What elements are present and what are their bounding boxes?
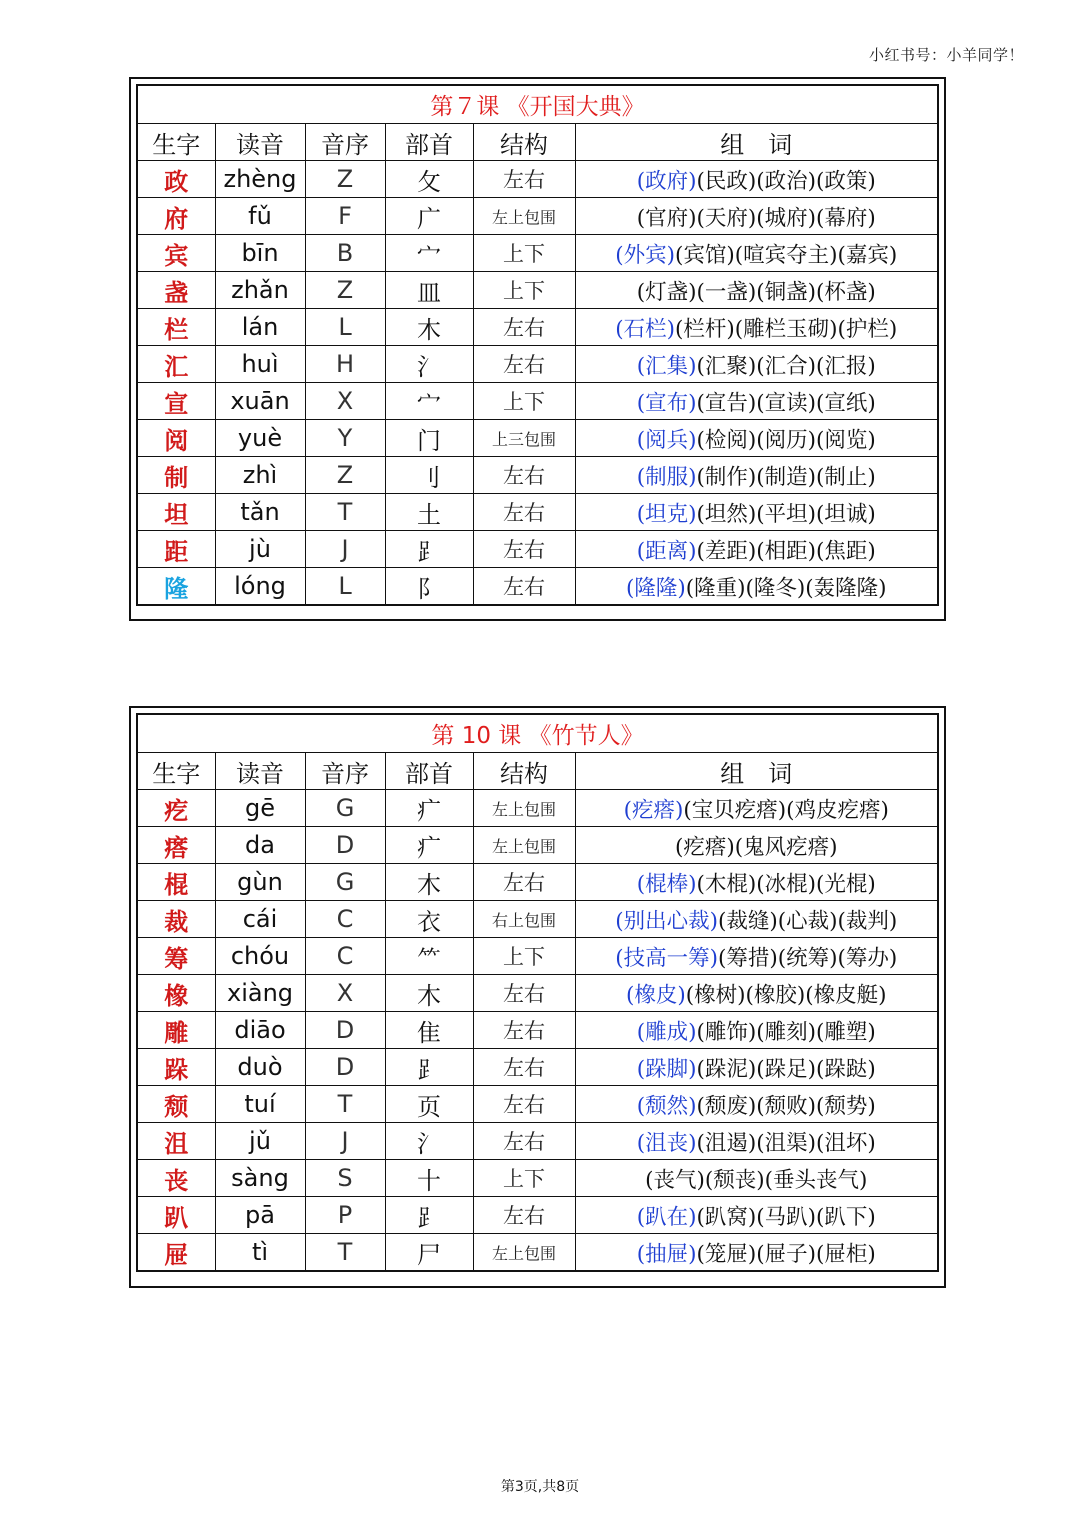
column-header-row xyxy=(137,124,938,161)
column-header: 部首 xyxy=(385,124,473,161)
vocab-row xyxy=(137,346,938,383)
other-words: (坦然)(平坦)(坦诚) xyxy=(696,501,876,527)
radical-cell: 衣 xyxy=(385,901,473,938)
word-group-cell xyxy=(575,1049,938,1086)
structure-cell: 左右 xyxy=(473,1049,575,1086)
pinyin-cell: tǎn xyxy=(215,494,305,531)
vocab-row xyxy=(137,1197,938,1234)
character-cell: 阅 xyxy=(137,420,215,457)
vocab-row xyxy=(137,309,938,346)
other-words: (雕饰)(雕刻)(雕塑) xyxy=(696,1019,876,1045)
radical-cell: 氵 xyxy=(385,1123,473,1160)
other-words: (官府)(天府)(城府)(幕府) xyxy=(636,205,876,231)
pinyin-cell: lóng xyxy=(215,568,305,606)
other-words: (丧气)(颓丧)(垂头丧气) xyxy=(645,1167,868,1193)
structure-cell: 左上包围 xyxy=(473,198,575,235)
other-words: (橡树)(橡胶)(橡皮艇) xyxy=(685,982,887,1008)
column-header: 生字 xyxy=(137,753,215,790)
character-cell: 沮 xyxy=(137,1123,215,1160)
character-cell: 裁 xyxy=(137,901,215,938)
structure-cell: 上下 xyxy=(473,938,575,975)
character-cell: 制 xyxy=(137,457,215,494)
highlight-word: (雕成) xyxy=(636,1019,697,1045)
highlight-word: (外宾) xyxy=(615,242,675,268)
vocab-row xyxy=(137,938,938,975)
structure-cell: 左右 xyxy=(473,161,575,198)
column-header: 部首 xyxy=(385,753,473,790)
character-cell: 橡 xyxy=(137,975,215,1012)
radical-cell: 疒 xyxy=(385,827,473,864)
word-group-cell xyxy=(575,1123,938,1160)
page-number: 第3页,共8页 xyxy=(500,1479,580,1495)
order-cell: H xyxy=(305,346,385,383)
column-header: 音序 xyxy=(305,124,385,161)
lesson-10-table xyxy=(129,706,946,1288)
lesson-title: 第 10 课 《竹节人》 xyxy=(137,714,938,753)
pinyin-cell: fǔ xyxy=(215,198,305,235)
word-group-cell xyxy=(575,457,938,494)
column-header: 结构 xyxy=(473,124,575,161)
order-cell: F xyxy=(305,198,385,235)
pinyin-cell: jù xyxy=(215,531,305,568)
word-group-cell xyxy=(575,494,938,531)
highlight-word: (技高一筹) xyxy=(615,945,718,971)
character-cell: 隆 xyxy=(137,568,215,606)
character-cell: 政 xyxy=(137,161,215,198)
radical-cell: 木 xyxy=(385,864,473,901)
radical-cell: 尸 xyxy=(385,1234,473,1272)
order-cell: X xyxy=(305,975,385,1012)
character-cell: 丧 xyxy=(137,1160,215,1197)
column-header: 读音 xyxy=(215,753,305,790)
radical-cell: ⺮ xyxy=(385,938,473,975)
character-cell: 跺 xyxy=(137,1049,215,1086)
other-words: (疙瘩)(鬼风疙瘩) xyxy=(674,834,838,860)
pinyin-cell: cái xyxy=(215,901,305,938)
word-group-cell xyxy=(575,235,938,272)
pinyin-cell: duò xyxy=(215,1049,305,1086)
order-cell: X xyxy=(305,383,385,420)
structure-cell: 上下 xyxy=(473,272,575,309)
pinyin-cell: yuè xyxy=(215,420,305,457)
structure-cell: 上三包围 xyxy=(473,420,575,457)
radical-cell: 氵 xyxy=(385,346,473,383)
other-words: (宝贝疙瘩)(鸡皮疙瘩) xyxy=(683,797,889,823)
character-cell: 棍 xyxy=(137,864,215,901)
order-cell: S xyxy=(305,1160,385,1197)
pinyin-cell: pā xyxy=(215,1197,305,1234)
other-words: (差距)(相距)(焦距) xyxy=(696,538,876,564)
other-words: (颓废)(颓败)(颓势) xyxy=(696,1093,876,1119)
character-cell: 疙 xyxy=(137,790,215,827)
radical-cell: 木 xyxy=(385,975,473,1012)
column-header: 结构 xyxy=(473,753,575,790)
radical-cell: 阝 xyxy=(385,568,473,606)
character-cell: 府 xyxy=(137,198,215,235)
vocab-row xyxy=(137,1123,938,1160)
pinyin-cell: chóu xyxy=(215,938,305,975)
vocab-row xyxy=(137,864,938,901)
pinyin-cell: bīn xyxy=(215,235,305,272)
order-cell: C xyxy=(305,901,385,938)
pinyin-cell: zhèng xyxy=(215,161,305,198)
word-group-cell xyxy=(575,975,938,1012)
radical-cell: 皿 xyxy=(385,272,473,309)
highlight-word: (别出心裁) xyxy=(615,908,718,934)
word-group-cell xyxy=(575,901,938,938)
column-header: 组 词 xyxy=(575,124,938,161)
word-group-cell xyxy=(575,161,938,198)
structure-cell: 左右 xyxy=(473,1012,575,1049)
pinyin-cell: xiàng xyxy=(215,975,305,1012)
pinyin-cell: gē xyxy=(215,790,305,827)
structure-cell: 左右 xyxy=(473,568,575,606)
word-group-cell xyxy=(575,1086,938,1123)
structure-cell: 右上包围 xyxy=(473,901,575,938)
character-cell: 汇 xyxy=(137,346,215,383)
vocab-row xyxy=(137,383,938,420)
radical-cell: 木 xyxy=(385,309,473,346)
column-header: 音序 xyxy=(305,753,385,790)
other-words: (汇聚)(汇合)(汇报) xyxy=(696,353,876,379)
word-group-cell xyxy=(575,827,938,864)
vocab-row xyxy=(137,1086,938,1123)
order-cell: G xyxy=(305,790,385,827)
word-group-cell xyxy=(575,1012,938,1049)
structure-cell: 左右 xyxy=(473,531,575,568)
word-group-cell xyxy=(575,346,938,383)
other-words: (跺泥)(跺足)(跺跶) xyxy=(696,1056,876,1082)
highlight-word: (棍棒) xyxy=(636,871,697,897)
column-header: 生字 xyxy=(137,124,215,161)
radical-cell: 十 xyxy=(385,1160,473,1197)
structure-cell: 左右 xyxy=(473,1123,575,1160)
order-cell: C xyxy=(305,938,385,975)
vocab-row xyxy=(137,1049,938,1086)
highlight-word: (颓然) xyxy=(636,1093,697,1119)
word-group-cell xyxy=(575,1234,938,1272)
order-cell: J xyxy=(305,531,385,568)
vocab-row xyxy=(137,272,938,309)
vocab-row xyxy=(137,235,938,272)
vocab-row xyxy=(137,531,938,568)
structure-cell: 左上包围 xyxy=(473,790,575,827)
vocab-row xyxy=(137,901,938,938)
highlight-word: (趴在) xyxy=(636,1204,697,1230)
vocab-row xyxy=(137,1160,938,1197)
character-cell: 颓 xyxy=(137,1086,215,1123)
pinyin-cell: da xyxy=(215,827,305,864)
word-group-cell xyxy=(575,568,938,606)
structure-cell: 上下 xyxy=(473,383,575,420)
character-cell: 屉 xyxy=(137,1234,215,1272)
other-words: (笼屉)(屉子)(屉柜) xyxy=(696,1241,876,1267)
character-cell: 趴 xyxy=(137,1197,215,1234)
order-cell: B xyxy=(305,235,385,272)
pinyin-cell: diāo xyxy=(215,1012,305,1049)
character-cell: 宾 xyxy=(137,235,215,272)
highlight-word: (阅兵) xyxy=(636,427,697,453)
radical-cell: 页 xyxy=(385,1086,473,1123)
other-words: (隆重)(隆冬)(轰隆隆) xyxy=(685,575,887,601)
order-cell: Z xyxy=(305,457,385,494)
word-group-cell xyxy=(575,790,938,827)
pinyin-cell: huì xyxy=(215,346,305,383)
vocab-row xyxy=(137,161,938,198)
order-cell: T xyxy=(305,1234,385,1272)
highlight-word: (沮丧) xyxy=(636,1130,697,1156)
radical-cell: 隹 xyxy=(385,1012,473,1049)
structure-cell: 左右 xyxy=(473,494,575,531)
other-words: (宣告)(宣读)(宣纸) xyxy=(696,390,876,416)
other-words: (裁缝)(心裁)(裁判) xyxy=(717,908,898,934)
highlight-word: (汇集) xyxy=(636,353,697,379)
order-cell: G xyxy=(305,864,385,901)
vocab-row xyxy=(137,827,938,864)
radical-cell: 宀 xyxy=(385,383,473,420)
highlight-word: (隆隆) xyxy=(625,575,686,601)
pinyin-cell: jǔ xyxy=(215,1123,305,1160)
other-words: (栏杆)(雕栏玉砌)(护栏) xyxy=(674,316,898,342)
structure-cell: 左上包围 xyxy=(473,827,575,864)
highlight-word: (坦克) xyxy=(636,501,697,527)
watermark-text: 小红书号：小羊同学！ xyxy=(868,46,1024,64)
highlight-word: (跺脚) xyxy=(636,1056,697,1082)
pinyin-cell: lán xyxy=(215,309,305,346)
vocab-row xyxy=(137,420,938,457)
order-cell: D xyxy=(305,1049,385,1086)
pinyin-cell: zhǎn xyxy=(215,272,305,309)
other-words: (沮遏)(沮渠)(沮坏) xyxy=(696,1130,876,1156)
other-words: (趴窝)(马趴)(趴下) xyxy=(696,1204,876,1230)
pinyin-cell: tuí xyxy=(215,1086,305,1123)
character-cell: 雕 xyxy=(137,1012,215,1049)
radical-cell: ⻊ xyxy=(385,1049,473,1086)
lesson-7-table xyxy=(129,77,946,621)
order-cell: J xyxy=(305,1123,385,1160)
highlight-word: (石栏) xyxy=(615,316,675,342)
radical-cell: ⻊ xyxy=(385,1197,473,1234)
order-cell: T xyxy=(305,1086,385,1123)
highlight-word: (政府) xyxy=(636,168,697,194)
word-group-cell xyxy=(575,938,938,975)
column-header: 读音 xyxy=(215,124,305,161)
radical-cell: 门 xyxy=(385,420,473,457)
highlight-word: (制服) xyxy=(636,464,697,490)
character-cell: 距 xyxy=(137,531,215,568)
radical-cell: 广 xyxy=(385,198,473,235)
highlight-word: (宣布) xyxy=(636,390,697,416)
pinyin-cell: zhì xyxy=(215,457,305,494)
order-cell: Z xyxy=(305,161,385,198)
lesson-title: 第７课 《开国大典》 xyxy=(137,85,938,124)
lesson-title-row xyxy=(137,714,938,753)
other-words: (检阅)(阅历)(阅览) xyxy=(696,427,876,453)
order-cell: D xyxy=(305,827,385,864)
radical-cell: ⻊ xyxy=(385,531,473,568)
column-header: 组 词 xyxy=(575,753,938,790)
vocab-row xyxy=(137,1234,938,1272)
structure-cell: 左右 xyxy=(473,1197,575,1234)
highlight-word: (疙瘩) xyxy=(623,797,684,823)
structure-cell: 左右 xyxy=(473,1086,575,1123)
order-cell: D xyxy=(305,1012,385,1049)
structure-cell: 左右 xyxy=(473,975,575,1012)
vocab-row xyxy=(137,975,938,1012)
vocab-row xyxy=(137,457,938,494)
vocab-row xyxy=(137,1012,938,1049)
character-cell: 坦 xyxy=(137,494,215,531)
highlight-word: (距离) xyxy=(636,538,697,564)
word-group-cell xyxy=(575,864,938,901)
structure-cell: 上下 xyxy=(473,1160,575,1197)
other-words: (民政)(政治)(政策) xyxy=(696,168,876,194)
pinyin-cell: tì xyxy=(215,1234,305,1272)
radical-cell: 刂 xyxy=(385,457,473,494)
radical-cell: 疒 xyxy=(385,790,473,827)
word-group-cell xyxy=(575,272,938,309)
order-cell: T xyxy=(305,494,385,531)
word-group-cell xyxy=(575,1160,938,1197)
character-cell: 盏 xyxy=(137,272,215,309)
pinyin-cell: xuān xyxy=(215,383,305,420)
lesson-title-row xyxy=(137,85,938,124)
vocab-row xyxy=(137,568,938,606)
other-words: (筹措)(统筹)(筹办) xyxy=(717,945,898,971)
other-words: (宾馆)(喧宾夺主)(嘉宾) xyxy=(674,242,898,268)
pinyin-cell: gùn xyxy=(215,864,305,901)
pinyin-cell: sàng xyxy=(215,1160,305,1197)
structure-cell: 左上包围 xyxy=(473,1234,575,1272)
word-group-cell xyxy=(575,1197,938,1234)
radical-cell: 土 xyxy=(385,494,473,531)
order-cell: L xyxy=(305,568,385,606)
vocab-row xyxy=(137,494,938,531)
structure-cell: 上下 xyxy=(473,235,575,272)
order-cell: Z xyxy=(305,272,385,309)
radical-cell: 宀 xyxy=(385,235,473,272)
order-cell: L xyxy=(305,309,385,346)
word-group-cell xyxy=(575,420,938,457)
structure-cell: 左右 xyxy=(473,457,575,494)
order-cell: P xyxy=(305,1197,385,1234)
radical-cell: 攵 xyxy=(385,161,473,198)
highlight-word: (橡皮) xyxy=(625,982,686,1008)
highlight-word: (抽屉) xyxy=(636,1241,697,1267)
character-cell: 栏 xyxy=(137,309,215,346)
column-header-row xyxy=(137,753,938,790)
structure-cell: 左右 xyxy=(473,309,575,346)
character-cell: 筹 xyxy=(137,938,215,975)
vocab-row xyxy=(137,198,938,235)
word-group-cell xyxy=(575,531,938,568)
structure-cell: 左右 xyxy=(473,346,575,383)
structure-cell: 左右 xyxy=(473,864,575,901)
other-words: (木棍)(冰棍)(光棍) xyxy=(696,871,876,897)
other-words: (制作)(制造)(制止) xyxy=(696,464,876,490)
other-words: (灯盏)(一盏)(铜盏)(杯盏) xyxy=(636,279,876,305)
order-cell: Y xyxy=(305,420,385,457)
word-group-cell xyxy=(575,309,938,346)
word-group-cell xyxy=(575,198,938,235)
word-group-cell xyxy=(575,383,938,420)
vocab-row xyxy=(137,790,938,827)
character-cell: 宣 xyxy=(137,383,215,420)
character-cell: 瘩 xyxy=(137,827,215,864)
